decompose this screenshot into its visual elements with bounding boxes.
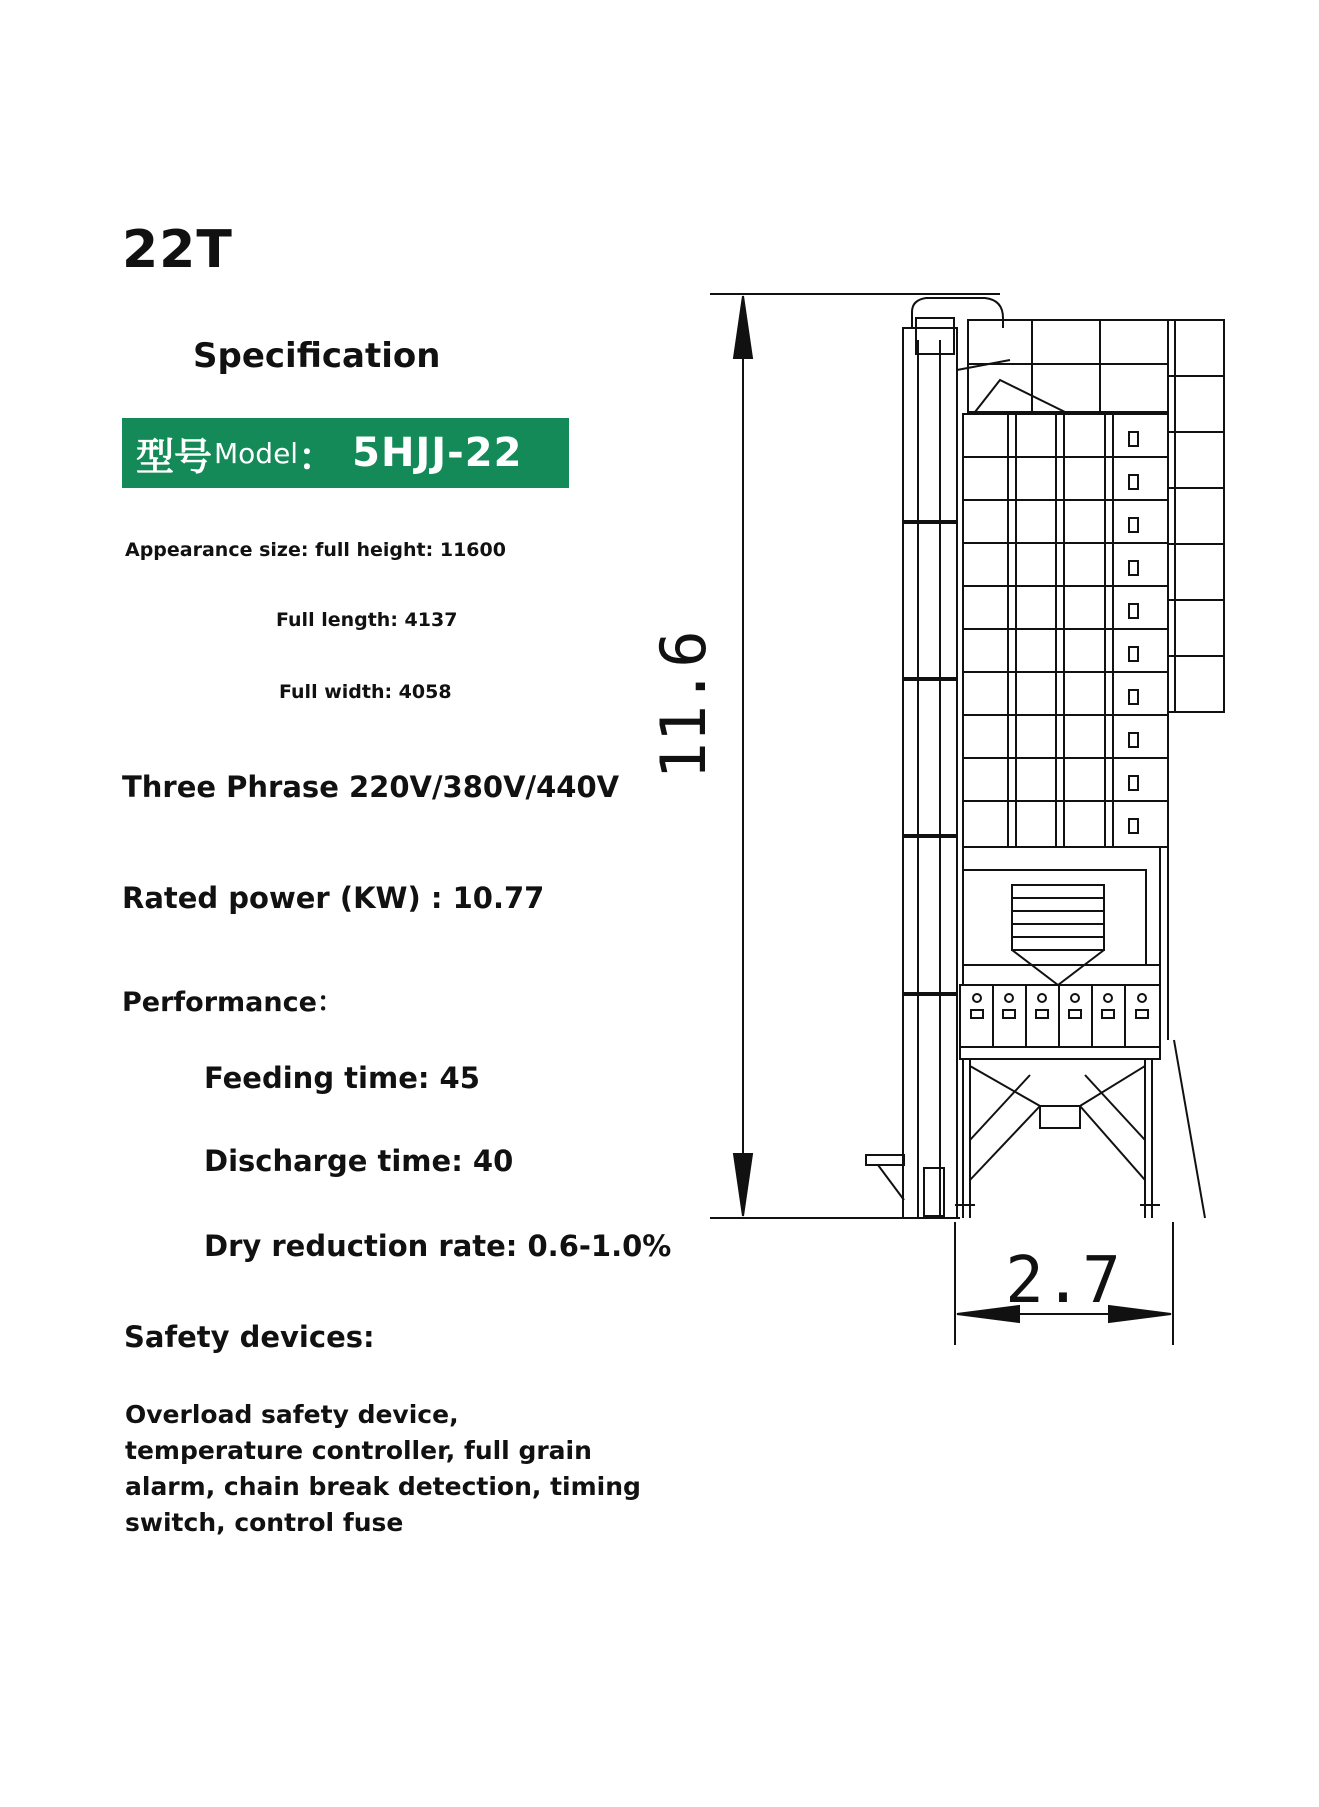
burner-section [963, 847, 1160, 985]
dry-reduction-rate: Dry reduction rate: 0.6-1.0% [204, 1229, 672, 1263]
full-length-line: Full length: 4137 [276, 609, 458, 631]
support-legs [955, 1059, 1160, 1218]
safety-description: Overload safety device, temperature controller, full grain alarm, chain break detection, timing switch, control fuse [125, 1400, 641, 1537]
discharge-time: Discharge time: 40 [204, 1144, 514, 1178]
model-label-cn: 型号 [136, 434, 213, 479]
safety-heading: Safety devices: [124, 1320, 375, 1354]
top-hopper [968, 320, 1168, 412]
model-separator: ： [298, 434, 337, 479]
specification-heading: Specification [193, 336, 441, 376]
discharge-section [960, 985, 1160, 1059]
performance-heading: Performance： [122, 987, 344, 1018]
side-ladder [1168, 320, 1224, 1218]
column-vents [1129, 432, 1138, 833]
rated-power-line: Rated power (KW) : 10.77 [122, 881, 545, 915]
height-label: 11.6 [647, 630, 720, 780]
elevator-bands [903, 522, 957, 994]
voltage-line: Three Phrase 220V/380V/440V [122, 770, 620, 804]
full-height-line: Appearance size: full height: 11600 [125, 539, 506, 561]
width-label: 2.7 [1005, 1244, 1121, 1318]
feeding-time: Feeding time: 45 [204, 1061, 480, 1095]
capacity-title: 22T [122, 220, 233, 280]
model-label-en: Model [214, 436, 299, 470]
full-width-line: Full width: 4058 [279, 681, 452, 703]
model-value: 5HJJ-22 [352, 430, 523, 476]
